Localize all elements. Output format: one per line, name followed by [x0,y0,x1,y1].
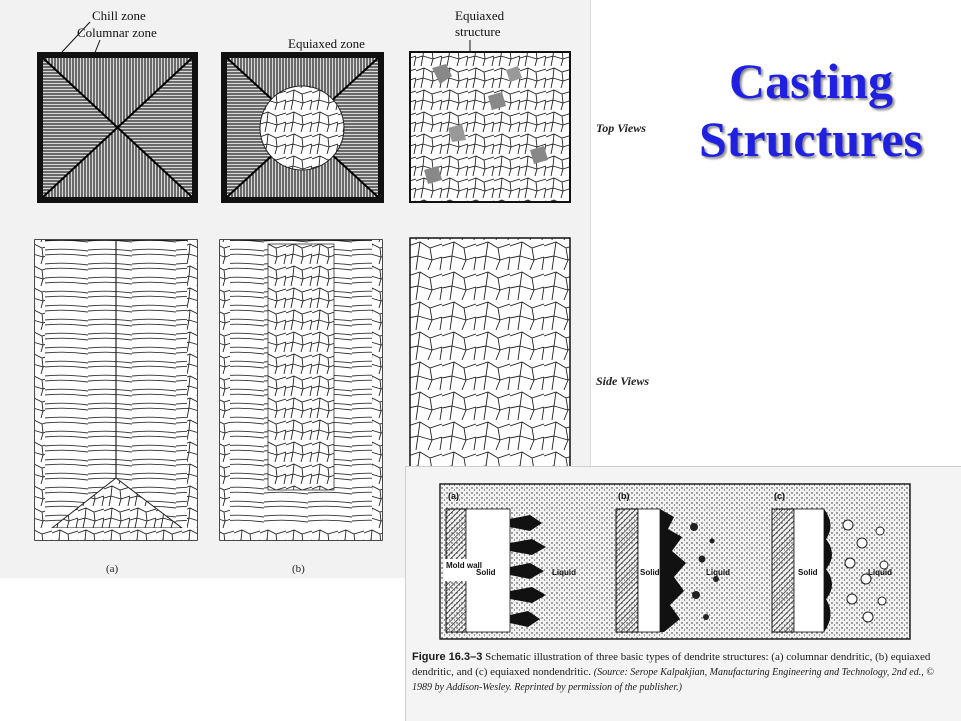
panel-b-label: (b) [292,563,305,575]
liquid-label-b: Liquid [706,568,730,577]
figure-caption-text: Schematic illustration of three basic types of dendrite structures: (a) columnar dendritic, (b) equiaxed dendritic, and (c) equiaxed nondendritic. [412,651,931,678]
side-views-label: Side Views [596,374,650,388]
solid-label-c: Solid [798,568,818,577]
equiaxed-zone-label: Equiaxed zone [288,36,365,51]
side-view-b [220,240,382,540]
solid-label-b: Solid [640,568,660,577]
figure-number: Figure 16.3–3 [412,651,483,663]
figure-caption-source: (Source: Serope Kalpakjian, Manufacturing Engineering and Technology, 2nd ed., © 1989 by Addison-Wesley. Reprinted by permission of the publisher.) [412,667,934,693]
mold-wall-label: Mold wall [446,561,482,570]
equiaxed-structure-label-2: structure [455,24,501,39]
dendrite-label-b: (b) [618,491,630,501]
dendrite-label-a: (a) [448,491,459,501]
slide-title-line-1: Casting [729,53,893,109]
top-views-label: Top Views [596,121,646,135]
top-view-b [221,52,384,203]
liquid-label-c: Liquid [868,568,892,577]
slide-title-line-2: Structures [698,111,924,167]
slide-title [686,52,936,168]
side-view-c [410,238,570,470]
liquid-label-a: Liquid [552,568,576,577]
dendrite-label-c: (c) [774,491,785,501]
equiaxed-structure-label-1: Equiaxed [455,8,505,23]
columnar-zone-label: Columnar zone [77,25,157,40]
top-view-a [37,52,198,203]
chill-zone-label: Chill zone [92,8,146,23]
panel-a-label: (a) [106,563,119,575]
solid-label-a: Solid [476,568,496,577]
figure-caption [412,650,952,695]
top-view-c [410,52,570,202]
side-view-a [35,240,197,540]
